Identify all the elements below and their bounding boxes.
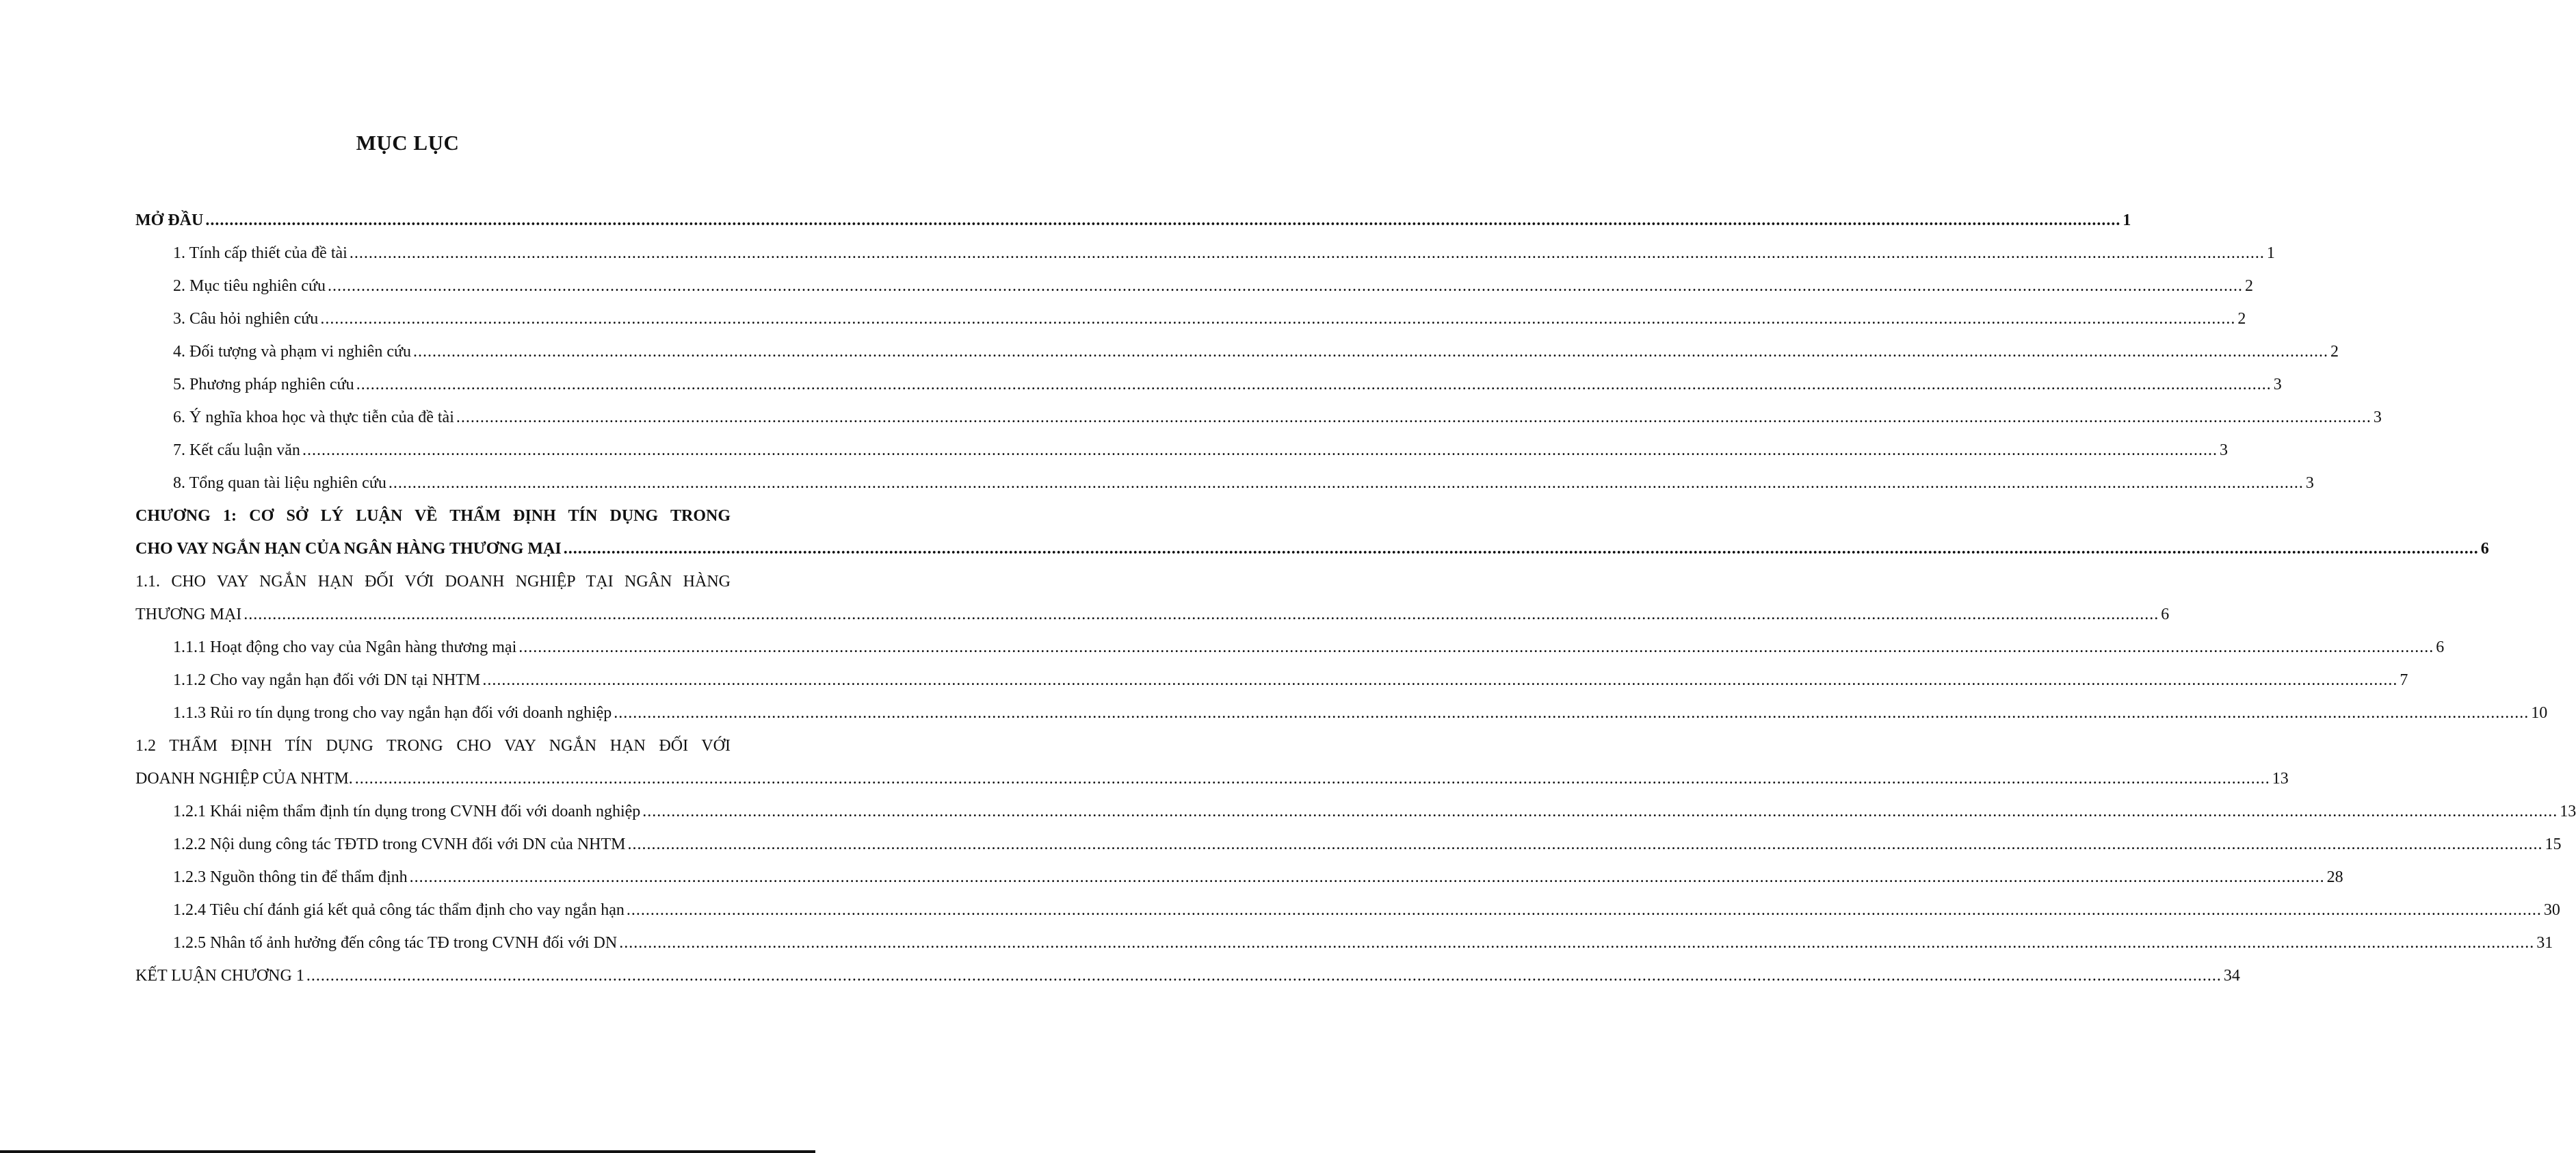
toc-dot-leader: ................................................................................................................................................................................................................................................................................................................................................................................................................ — [456, 409, 2371, 426]
toc-page-number: 30 — [2543, 901, 2560, 919]
toc-dot-leader: ................................................................................................................................................................................................................................................................................................................................................................................................................ — [306, 967, 2222, 985]
toc-page-number: 6 — [2480, 540, 2489, 558]
toc-dot-leader: ................................................................................................................................................................................................................................................................................................................................................................................................................ — [413, 343, 2328, 361]
toc-entry[interactable] — [135, 467, 2314, 500]
toc-dot-leader: ................................................................................................................................................................................................................................................................................................................................................................................................................ — [388, 474, 2304, 492]
toc-entry-title: CHƯƠNG 1: CƠ SỞ LÝ LUẬN VỀ THẨM ĐỊNH TÍN DỤNG TRONG — [135, 507, 731, 525]
toc-entry-title: 1.2.2 Nội dung công tác TĐTD trong CVNH đối với DN của NHTM — [173, 835, 626, 853]
toc-dot-leader: ................................................................................................................................................................................................................................................................................................................................................................................................................ — [626, 901, 2542, 919]
toc-dot-leader: ................................................................................................................................................................................................................................................................................................................................................................................................................ — [354, 770, 2270, 788]
toc-dot-leader: ................................................................................................................................................................................................................................................................................................................................................................................................................ — [320, 310, 2236, 328]
toc-entry-title: 1.2.1 Khái niệm thẩm định tín dụng trong CVNH đối với doanh nghiệp — [173, 803, 641, 820]
toc-page-number: 13 — [2272, 770, 2289, 788]
toc-entry-title: DOANH NGHIỆP CỦA NHTM. — [135, 770, 353, 788]
toc-entry-title: 1.2 THẨM ĐỊNH TÍN DỤNG TRONG CHO VAY NGẮN HẠN ĐỐI VỚI — [135, 737, 731, 755]
toc-page-number: 34 — [2223, 967, 2240, 985]
toc-page-number: 2 — [2244, 277, 2253, 295]
toc-page-number: 10 — [2531, 704, 2548, 722]
toc-entry[interactable] — [135, 795, 2576, 828]
toc-dot-leader: ................................................................................................................................................................................................................................................................................................................................................................................................................ — [356, 376, 2272, 393]
toc-entry-title: 1.1.3 Rủi ro tín dụng trong cho vay ngắn hạn đối với doanh nghiệp — [173, 704, 612, 722]
toc-dot-leader: ................................................................................................................................................................................................................................................................................................................................................................................................................ — [482, 671, 2398, 689]
toc-entry[interactable] — [135, 434, 2228, 467]
toc-entry-title: 2. Mục tiêu nghiên cứu — [173, 277, 326, 295]
toc-entry[interactable] — [135, 861, 2343, 894]
toc-entry-title: 7. Kết cấu luận văn — [173, 441, 300, 459]
toc-entry[interactable] — [135, 927, 2553, 959]
toc-entry[interactable] — [135, 894, 2560, 927]
toc-page-number: 28 — [2326, 868, 2343, 886]
toc-entry-title: 8. Tổng quan tài liệu nghiên cứu — [173, 474, 386, 492]
toc-entry[interactable] — [135, 565, 731, 598]
toc-entry[interactable] — [135, 237, 2275, 270]
toc-entry-title: 1.1.2 Cho vay ngắn hạn đối với DN tại NHTM — [173, 671, 481, 689]
toc-page-number: 3 — [2373, 409, 2382, 426]
toc-entry[interactable] — [135, 302, 2246, 335]
toc-entry[interactable] — [135, 368, 2282, 401]
table-of-contents — [135, 204, 2576, 992]
toc-entry[interactable] — [135, 631, 2445, 664]
toc-entry[interactable] — [135, 729, 731, 762]
toc-page-number: 2 — [2237, 310, 2246, 328]
toc-entry-title: CHO VAY NGẮN HẠN CỦA NGÂN HÀNG THƯƠNG MẠI — [135, 540, 562, 558]
toc-entry-title: 1.1. CHO VAY NGẮN HẠN ĐỐI VỚI DOANH NGHIỆP TẠI NGÂN HÀNG — [135, 573, 731, 591]
toc-page-number: 2 — [2330, 343, 2339, 361]
toc-entry[interactable] — [135, 697, 2548, 729]
toc-entry[interactable] — [135, 335, 2339, 368]
toc-entry[interactable] — [135, 664, 2408, 697]
toc-entry-title: 1.2.3 Nguồn thông tin để thẩm định — [173, 868, 408, 886]
toc-page-number: 13 — [2560, 803, 2576, 820]
toc-page-number: 31 — [2536, 934, 2553, 952]
toc-entry-title: 1. Tính cấp thiết của đề tài — [173, 244, 347, 262]
toc-page-number: 3 — [2305, 474, 2314, 492]
toc-entry[interactable] — [135, 500, 731, 532]
toc-page-number: 3 — [2273, 376, 2282, 393]
toc-entry-title: MỞ ĐẦU — [135, 211, 204, 229]
toc-dot-leader: ................................................................................................................................................................................................................................................................................................................................................................................................................ — [614, 704, 2529, 722]
toc-page-number: 7 — [2400, 671, 2408, 689]
toc-entry-title: THƯƠNG MẠI — [135, 606, 242, 623]
toc-entry[interactable] — [135, 532, 2489, 565]
page-title: MỤC LỤC — [356, 131, 460, 155]
toc-entry-title: KẾT LUẬN CHƯƠNG 1 — [135, 967, 304, 985]
toc-dot-leader: ................................................................................................................................................................................................................................................................................................................................................................................................................ — [642, 803, 2558, 820]
toc-entry-title: 1.1.1 Hoạt động cho vay của Ngân hàng thương mại — [173, 638, 517, 656]
toc-page-number: 3 — [2219, 441, 2228, 459]
toc-entry-title: 6. Ý nghĩa khoa học và thực tiễn của đề tài — [173, 409, 454, 426]
toc-dot-leader: ................................................................................................................................................................................................................................................................................................................................................................................................................ — [244, 606, 2159, 623]
page-bottom-border — [0, 1150, 815, 1153]
toc-entry[interactable] — [135, 828, 2562, 861]
toc-page-number: 1 — [2266, 244, 2275, 262]
toc-page-number: 6 — [2436, 638, 2445, 656]
toc-entry-title: 1.2.5 Nhân tố ảnh hưởng đến công tác TĐ trong CVNH đối với DN — [173, 934, 618, 952]
toc-dot-leader: ................................................................................................................................................................................................................................................................................................................................................................................................................ — [619, 934, 2535, 952]
toc-dot-leader: ................................................................................................................................................................................................................................................................................................................................................................................................................ — [302, 441, 2218, 459]
toc-dot-leader: ................................................................................................................................................................................................................................................................................................................................................................................................................ — [327, 277, 2243, 295]
toc-dot-leader: ................................................................................................................................................................................................................................................................................................................................................................................................................ — [409, 868, 2325, 886]
toc-dot-leader: ................................................................................................................................................................................................................................................................................................................................................................................................................ — [205, 211, 2121, 229]
toc-entry-title: 3. Câu hỏi nghiên cứu — [173, 310, 319, 328]
toc-page-number: 15 — [2545, 835, 2562, 853]
toc-page-number: 6 — [2161, 606, 2170, 623]
toc-entry-title: 5. Phương pháp nghiên cứu — [173, 376, 354, 393]
toc-dot-leader: ................................................................................................................................................................................................................................................................................................................................................................................................................ — [518, 638, 2434, 656]
toc-entry[interactable] — [135, 762, 2289, 795]
toc-entry-title: 4. Đối tượng và phạm vi nghiên cứu — [173, 343, 411, 361]
toc-entry[interactable] — [135, 401, 2382, 434]
toc-page-number: 1 — [2122, 211, 2131, 229]
toc-entry-title: 1.2.4 Tiêu chí đánh giá kết quả công tác thẩm định cho vay ngắn hạn — [173, 901, 625, 919]
toc-entry[interactable] — [135, 270, 2253, 302]
toc-dot-leader: ................................................................................................................................................................................................................................................................................................................................................................................................................ — [349, 244, 2265, 262]
toc-entry[interactable] — [135, 204, 2131, 237]
toc-entry[interactable] — [135, 959, 2240, 992]
toc-entry[interactable] — [135, 598, 2170, 631]
toc-dot-leader: ................................................................................................................................................................................................................................................................................................................................................................................................................ — [627, 835, 2543, 853]
toc-dot-leader: ................................................................................................................................................................................................................................................................................................................................................................................................................ — [563, 540, 2479, 558]
